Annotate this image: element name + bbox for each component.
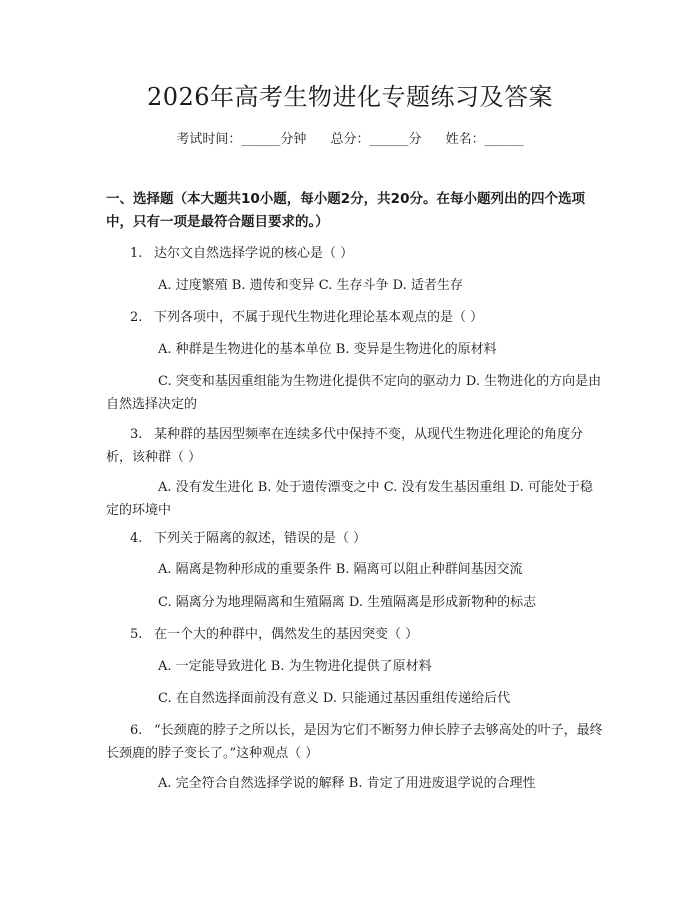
student-name-field: 姓名：______ [445, 132, 524, 147]
question-2-options-row1: A. 种群是生物进化的基本单位 B. 变异是生物进化的原材料 [158, 342, 497, 357]
question-text: 在一个大的种群中，偶然发生的基因突变（ ） [154, 627, 419, 642]
question-4 [106, 527, 603, 550]
question-number: 2. [130, 310, 143, 325]
question-3-options: A. 没有发生进化 B. 处于遗传漂变之中 C. 没有发生基因重组 D. 可能处于稳定的环境中 [106, 480, 593, 518]
question-6 [106, 719, 603, 765]
question-2-options-row2: C. 突变和基因重组能为生物进化提供不定向的驱动力 D. 生物进化的方向是由自然选择决定的 [106, 374, 602, 412]
question-2 [106, 306, 603, 329]
question-text: “长颈鹿的脖子之所以长，是因为它们不断努力伸长脖子去够高处的叶子，最终长颈鹿的脖子变长了。”这种观点（ ） [106, 723, 603, 761]
exam-time-field: 考试时间：______分钟 [176, 132, 307, 147]
question-5 [106, 623, 603, 646]
question-5-options-row2: C. 在自然选择面前没有意义 D. 只能通过基因重组传递给后代 [158, 691, 511, 706]
question-text: 下列各项中，不属于现代生物进化理论基本观点的是（ ） [154, 310, 484, 325]
page-title: 2026年高考生物进化专题练习及答案 [146, 83, 554, 111]
question-number: 1. [130, 246, 143, 261]
question-number: 6. [130, 723, 143, 738]
question-3 [106, 423, 603, 469]
question-5-options-row1: A. 一定能导致进化 B. 为生物进化提供了原材料 [158, 659, 432, 674]
question-text: 某种群的基因型频率在连续多代中保持不变，从现代生物进化理论的角度分析，该种群（ ） [106, 427, 584, 465]
question-number: 4. [130, 531, 143, 546]
question-4-options-row1: A. 隔离是物种形成的重要条件 B. 隔离可以阻止种群间基因交流 [158, 562, 523, 577]
question-6-options: A. 完全符合自然选择学说的解释 B. 肯定了用进废退学说的合理性 [158, 776, 536, 791]
question-4-options-row2: C. 隔离分为地理隔离和生殖隔离 D. 生殖隔离是形成新物种的标志 [158, 595, 537, 610]
question-text: 达尔文自然选择学说的核心是（ ） [154, 246, 354, 261]
question-text: 下列关于隔离的叙述，错误的是（ ） [154, 531, 367, 546]
exam-meta [0, 130, 700, 150]
total-score-field: 总分：______分 [330, 132, 422, 147]
question-number: 5. [130, 627, 143, 642]
section-heading-choice: 一、选择题（本大题共10小题，每小题2分，共20分。在每小题列出的四个选项中，只有一项是最符合题目要求的。） [106, 191, 585, 230]
question-1-options: A. 过度繁殖 B. 遗传和变异 C. 生存斗争 D. 适者生存 [158, 278, 463, 293]
question-number: 3. [130, 427, 143, 442]
question-1 [106, 242, 603, 265]
